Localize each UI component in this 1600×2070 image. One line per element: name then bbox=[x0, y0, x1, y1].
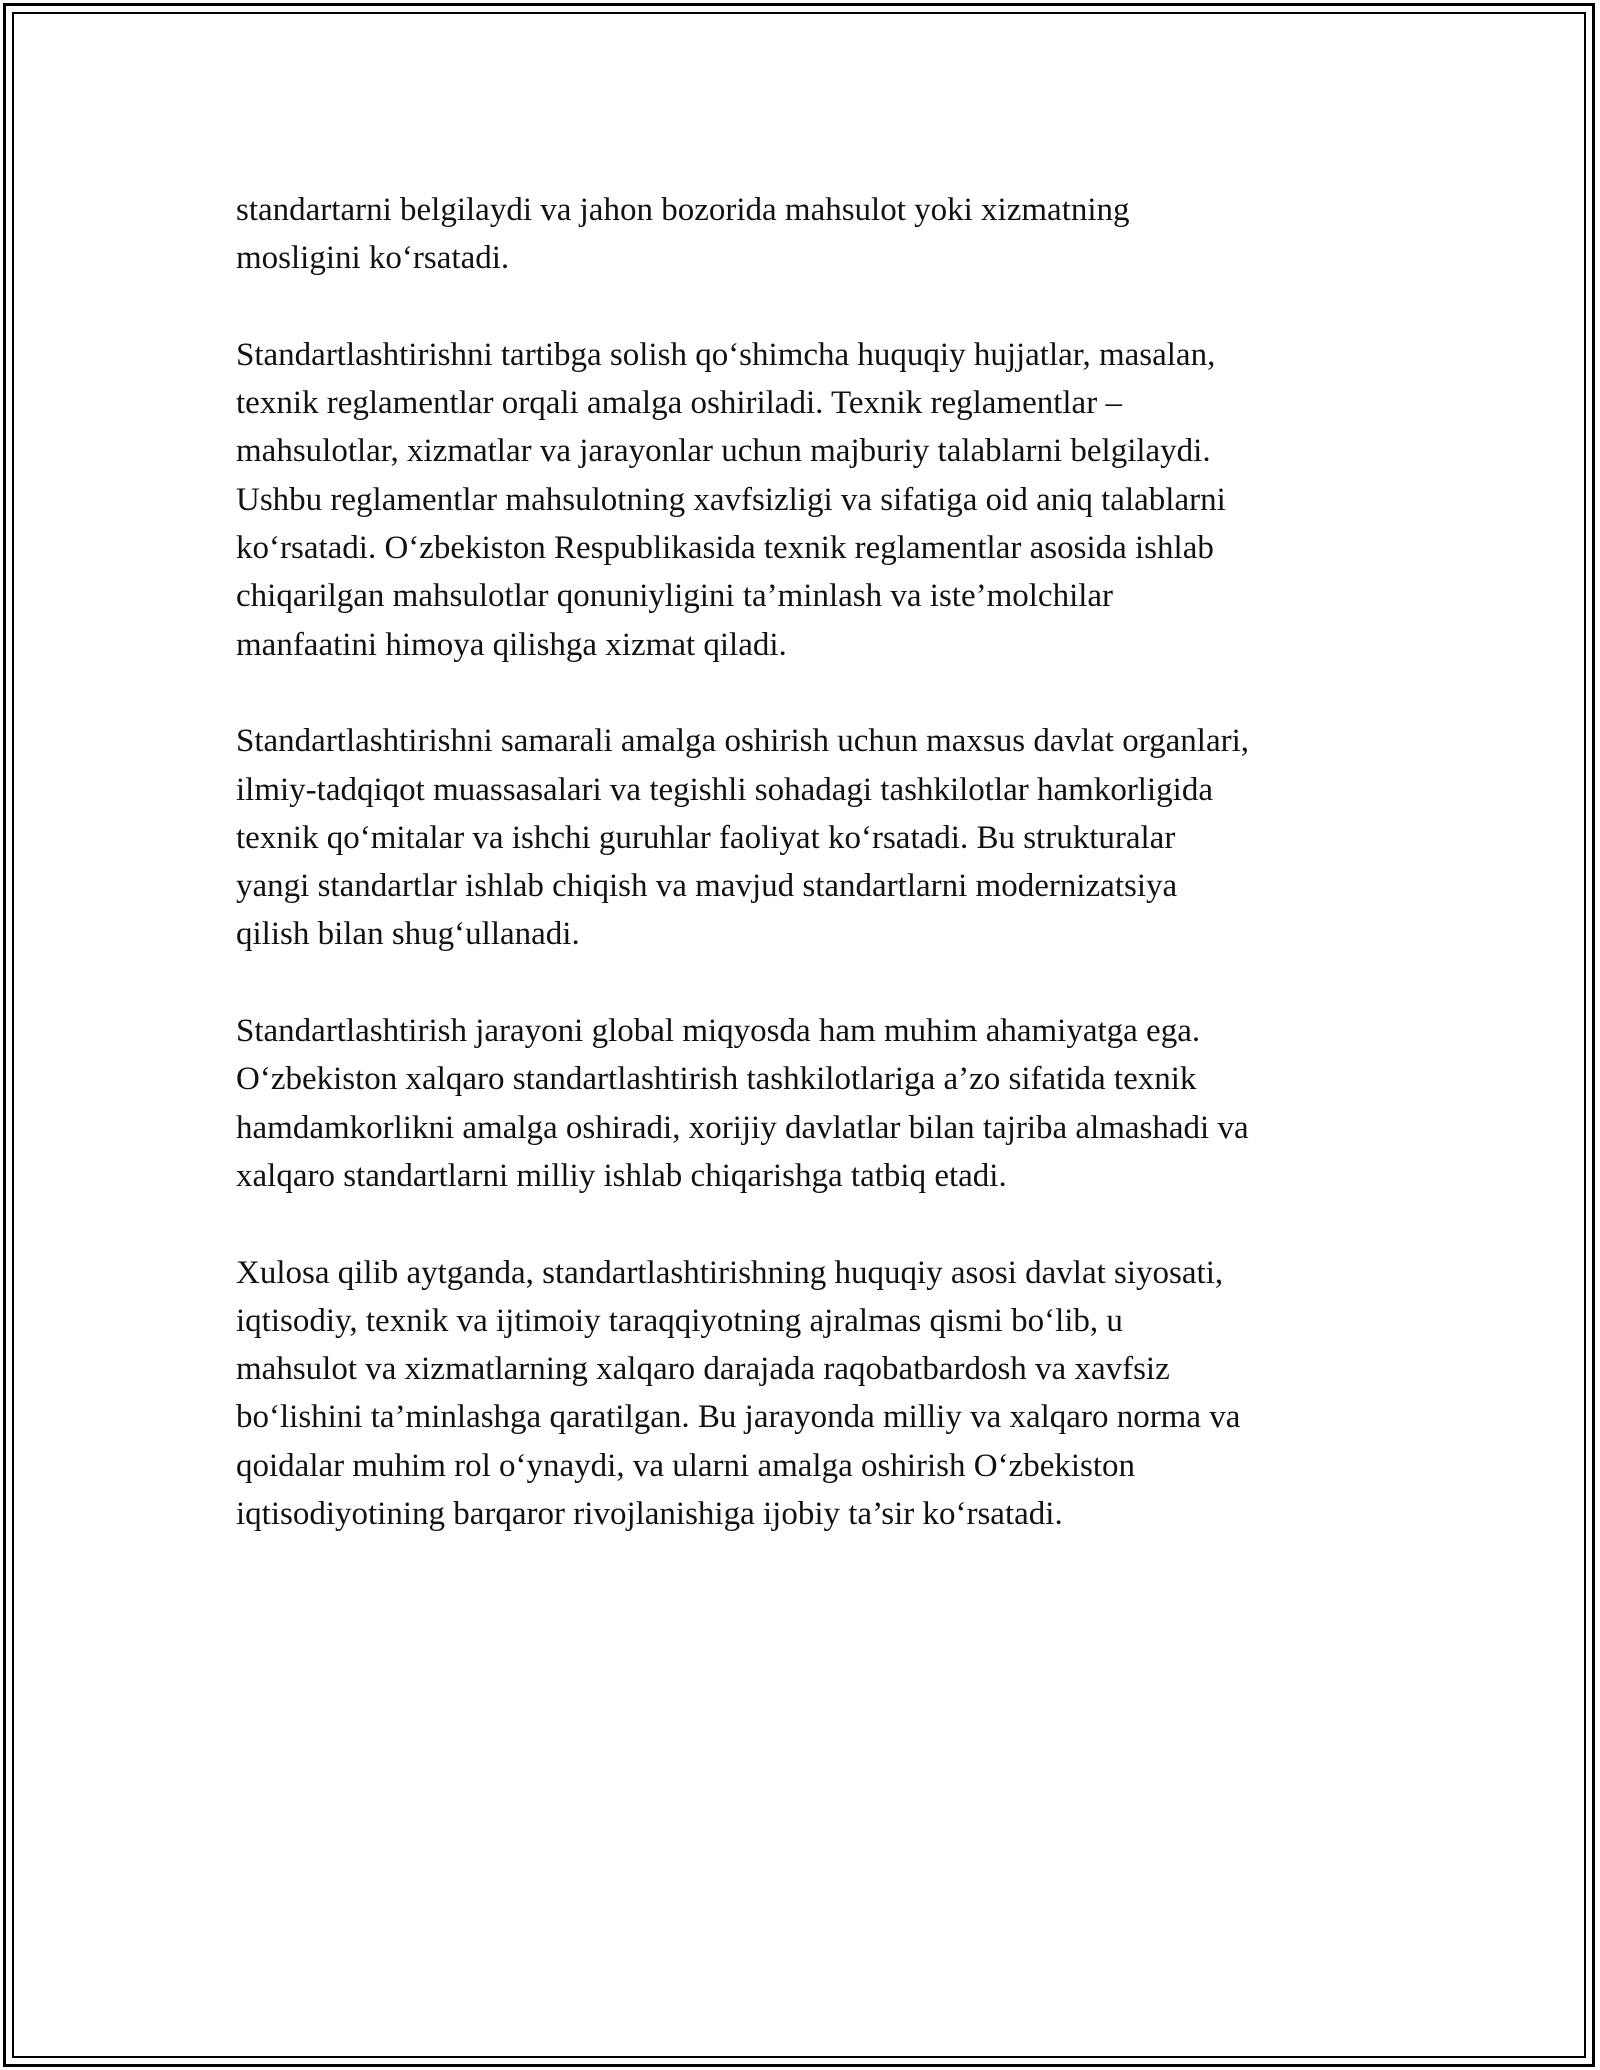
text-line: iqtisodiyotining barqaror rivojlanishiga ijobiy ta’sir ko‘rsatadi. bbox=[236, 1496, 1063, 1533]
paragraph bbox=[236, 1249, 1376, 1539]
text-line: hamdamkorlikni amalga oshiradi, xorijiy davlatlar bilan tajriba almashadi va bbox=[236, 1109, 1249, 1146]
document-body bbox=[236, 186, 1376, 1587]
text-line: ko‘rsatadi. O‘zbekiston Respublikasida texnik reglamentlar asosida ishlab bbox=[236, 530, 1214, 567]
text-line: xalqaro standartlarni milliy ishlab chiqarishga tatbiq etadi. bbox=[236, 1157, 1007, 1194]
paragraph bbox=[236, 1007, 1376, 1200]
text-line: Standartlashtirishni samarali amalga oshirish uchun maxsus davlat organlari, bbox=[236, 723, 1249, 760]
text-line: texnik reglamentlar orqali amalga oshiriladi. Texnik reglamentlar – bbox=[236, 385, 1122, 422]
text-line: qilish bilan shug‘ullanadi. bbox=[236, 916, 580, 953]
paragraph bbox=[236, 717, 1376, 958]
text-line: mahsulot va xizmatlarning xalqaro darajada raqobatbardosh va xavfsiz bbox=[236, 1351, 1170, 1388]
text-line: Standartlashtirish jarayoni global miqyosda ham muhim ahamiyatga ega. bbox=[236, 1013, 1201, 1050]
text-line: Ushbu reglamentlar mahsulotning xavfsizligi va sifatiga oid aniq talablarni bbox=[236, 481, 1226, 518]
paragraph bbox=[236, 331, 1376, 669]
text-line: mahsulotlar, xizmatlar va jarayonlar uchun majburiy talablarni belgilaydi. bbox=[236, 433, 1211, 470]
paragraph bbox=[236, 186, 1376, 283]
text-line: bo‘lishini ta’minlashga qaratilgan. Bu jarayonda milliy va xalqaro norma va bbox=[236, 1399, 1241, 1436]
text-line: Standartlashtirishni tartibga solish qo‘shimcha huquqiy hujjatlar, masalan, bbox=[236, 336, 1216, 373]
text-line: Xulosa qilib aytganda, standartlashtirishning huquqiy asosi davlat siyosati, bbox=[236, 1254, 1224, 1291]
text-line: chiqarilgan mahsulotlar qonuniyligini ta’minlash va iste’molchilar bbox=[236, 578, 1114, 615]
text-line: mosligini ko‘rsatadi. bbox=[236, 240, 510, 277]
text-line: manfaatini himoya qilishga xizmat qiladi. bbox=[236, 626, 787, 663]
text-line: ilmiy-tadqiqot muassasalari va tegishli sohadagi tashkilotlar hamkorligida bbox=[236, 771, 1213, 808]
text-line: texnik qo‘mitalar va ishchi guruhlar faoliyat ko‘rsatadi. Bu strukturalar bbox=[236, 819, 1176, 856]
text-line: O‘zbekiston xalqaro standartlashtirish tashkilotlariga a’zo sifatida texnik bbox=[236, 1061, 1197, 1098]
text-line: standartarni belgilaydi va jahon bozorida mahsulot yoki xizmatning bbox=[236, 192, 1130, 228]
text-line: yangi standartlar ishlab chiqish va mavjud standartlarni modernizatsiya bbox=[236, 868, 1178, 905]
text-line: qoidalar muhim rol o‘ynaydi, va ularni amalga oshirish O‘zbekiston bbox=[236, 1447, 1136, 1484]
text-line: iqtisodiy, texnik va ijtimoiy taraqqiyotning ajralmas qismi bo‘lib, u bbox=[236, 1302, 1123, 1339]
